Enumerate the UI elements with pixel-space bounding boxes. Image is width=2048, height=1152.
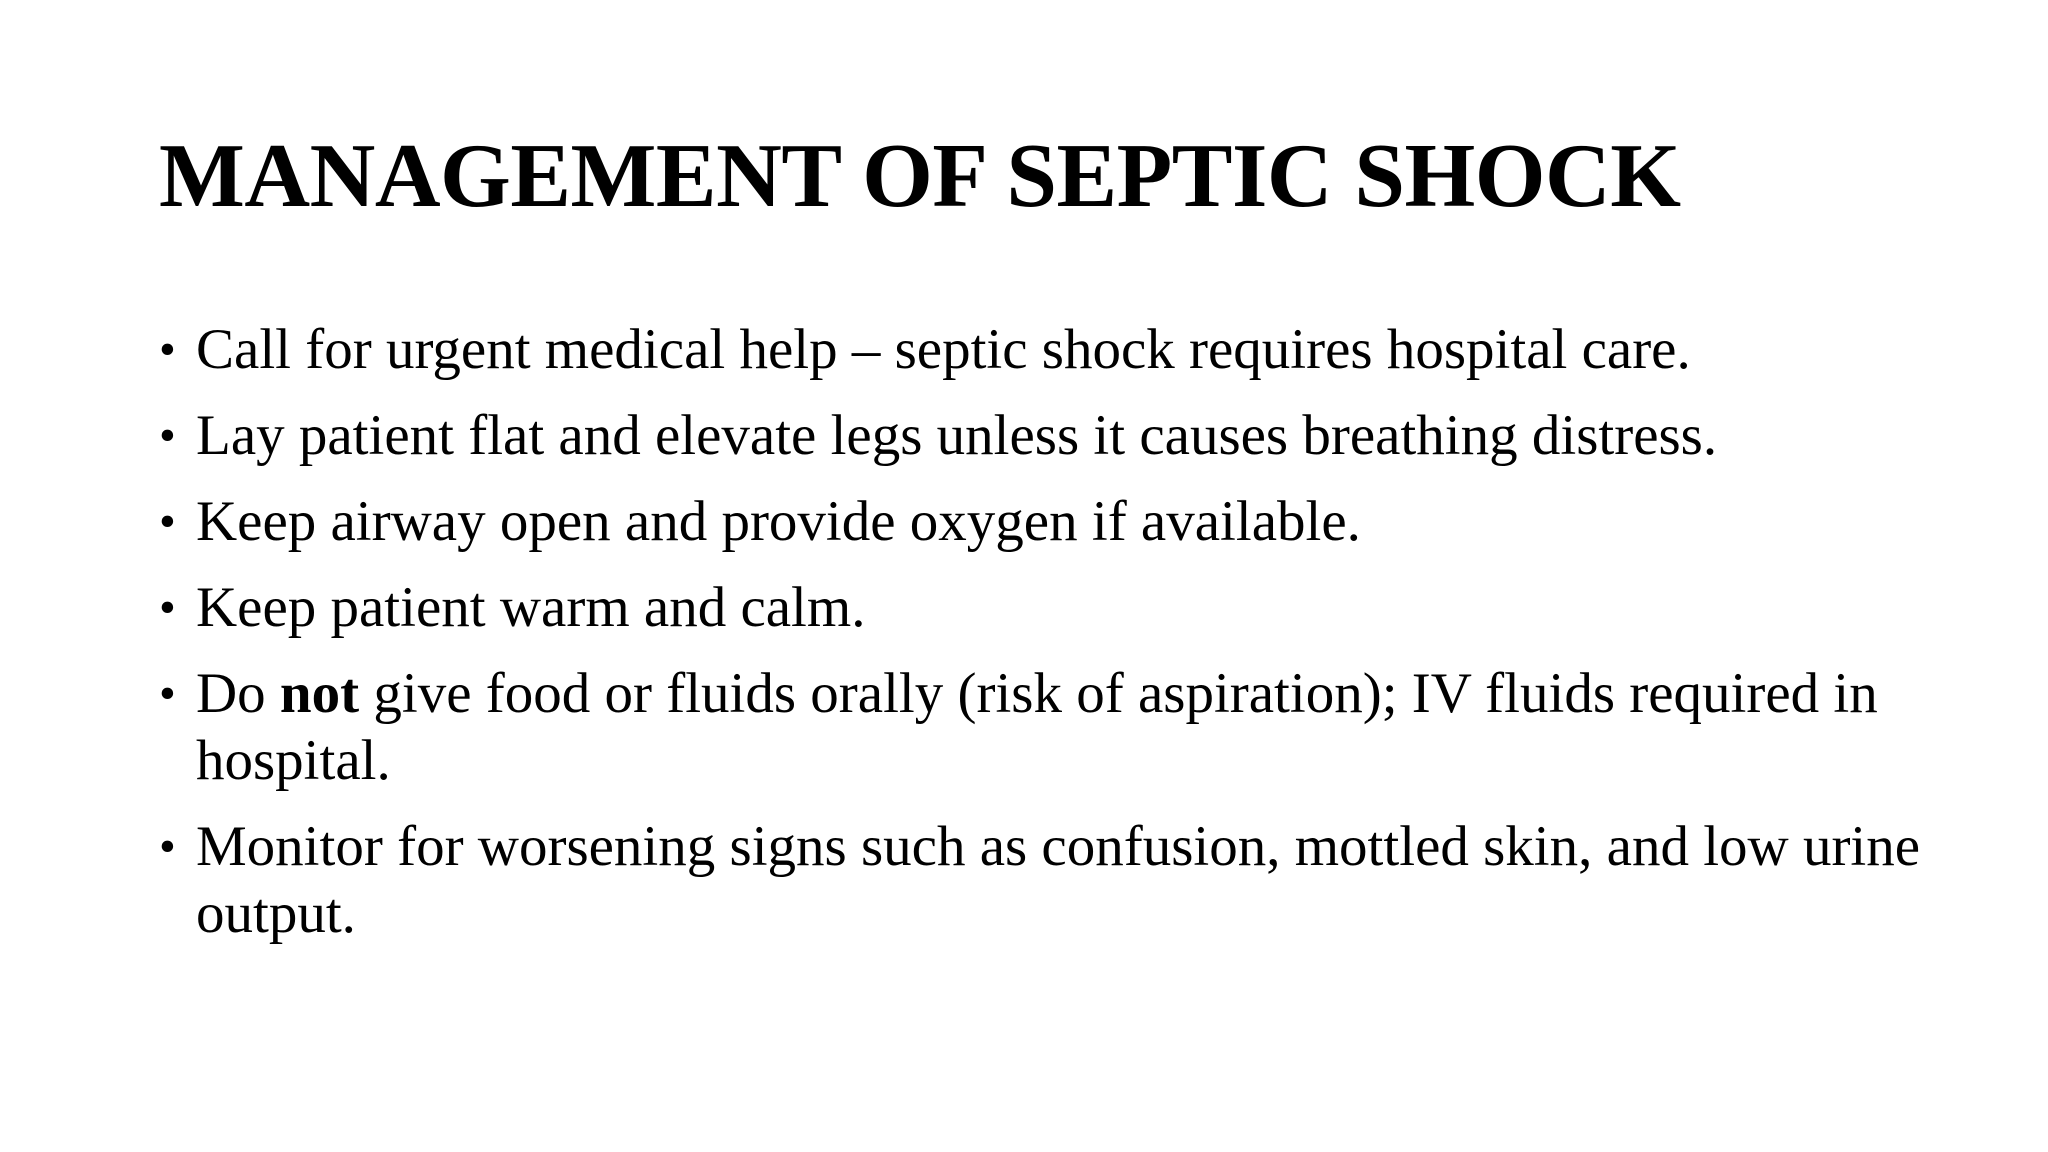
bullet-dot-icon: • <box>159 323 176 376</box>
bullet-dot-icon: • <box>159 820 176 873</box>
bullet-dot-icon: • <box>159 581 176 634</box>
bullet-list <box>159 316 1949 966</box>
slide-title: MANAGEMENT OF SEPTIC SHOCK <box>159 125 1681 226</box>
bullet-text: Call for urgent medical help – septic shock requires hospital care. <box>196 318 1691 381</box>
bullet-text: Keep patient warm and calm. <box>196 576 866 639</box>
bullet-item-call-for-help <box>159 316 1949 383</box>
bullet-text-suffix: give food or fluids orally (risk of aspiration); IV fluids required in hospital. <box>196 662 1878 792</box>
bullet-dot-icon: • <box>159 495 176 548</box>
bullet-text: Keep airway open and provide oxygen if available. <box>196 490 1361 553</box>
bullet-text-emphasis: not <box>279 662 360 725</box>
bullet-text-prefix: Do <box>196 662 280 725</box>
bullet-dot-icon: • <box>159 667 176 720</box>
bullet-dot-icon: • <box>159 409 176 462</box>
bullet-item-lay-flat <box>159 402 1949 469</box>
bullet-text: Lay patient flat and elevate legs unless it causes breathing distress. <box>196 404 1718 467</box>
bullet-item-monitor <box>159 813 1949 947</box>
bullet-text: Monitor for worsening signs such as confusion, mottled skin, and low urine output. <box>196 815 1921 945</box>
bullet-item-airway <box>159 488 1949 555</box>
bullet-item-warm-calm <box>159 574 1949 641</box>
bullet-item-no-oral-fluids <box>159 660 1949 794</box>
